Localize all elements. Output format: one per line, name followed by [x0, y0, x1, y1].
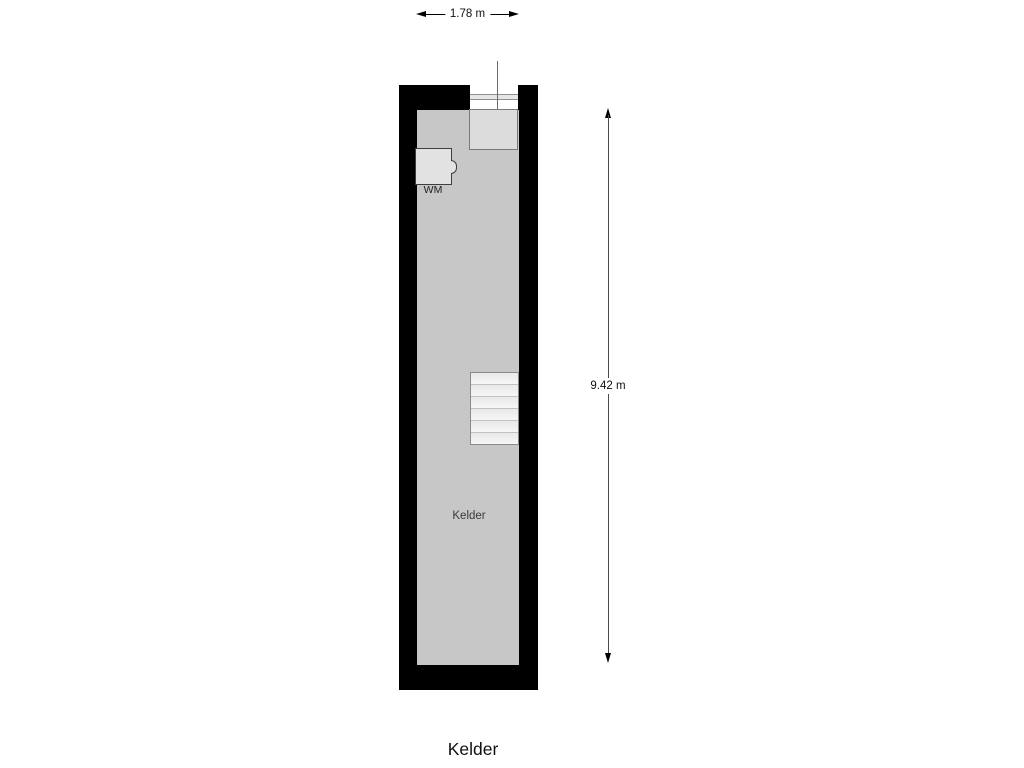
width-dim-label: 1.78 m — [445, 7, 490, 22]
stair-tread — [471, 433, 518, 444]
stair-tread — [471, 421, 518, 433]
height-dim-label: 9.42 m — [586, 378, 629, 394]
entry-landing — [469, 109, 518, 150]
staircase — [470, 372, 519, 445]
room-outline-walls — [399, 85, 538, 690]
reference-line — [497, 61, 498, 112]
width-dimension — [416, 7, 519, 22]
wm-label: WM — [423, 184, 443, 196]
stair-tread — [471, 373, 518, 385]
washing-machine — [415, 148, 452, 185]
dim-arrow-down-icon — [605, 653, 611, 663]
window-symbol — [470, 94, 518, 100]
stair-tread — [471, 397, 518, 409]
height-dimension — [590, 108, 626, 663]
stair-tread — [471, 385, 518, 397]
stair-tread — [471, 409, 518, 421]
dim-arrow-right-icon — [509, 11, 519, 17]
room-label: Kelder — [452, 510, 486, 522]
floor-title: Kelder — [447, 739, 499, 759]
